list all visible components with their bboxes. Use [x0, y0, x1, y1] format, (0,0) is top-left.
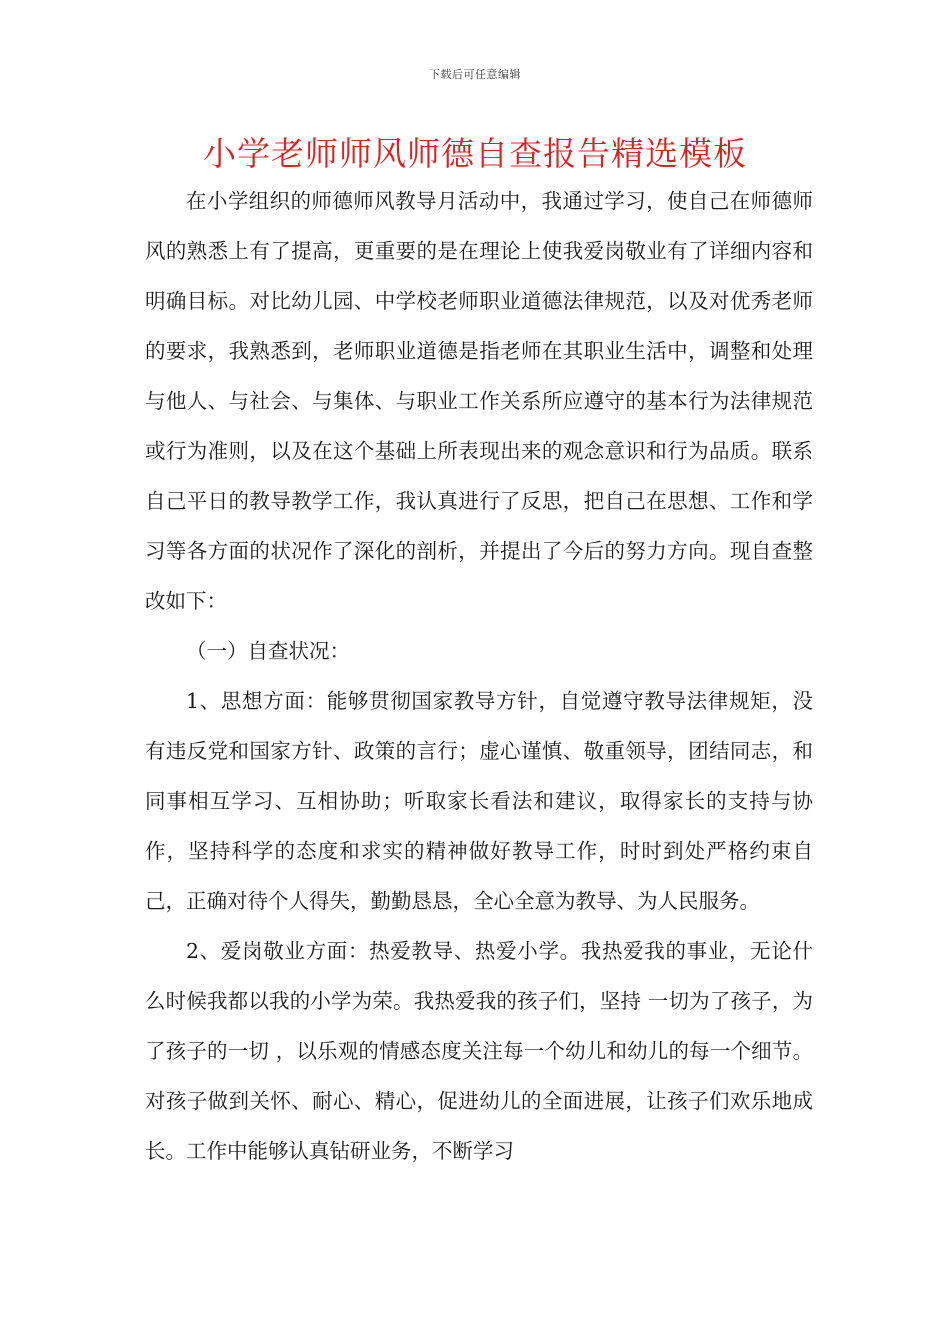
document-body	[145, 176, 813, 1176]
header-note: 下载后可任意编辑	[429, 68, 521, 81]
paragraph-thought: 1、思想方面：能够贯彻国家教导方针，自觉遵守教导法律规矩，没有违反党和国家方针、政策的言行；虚心谨慎、敬重领导，团结同志，和同事相互学习、互相协助；听取家长看法和建议，取得家长的支持与协作，坚持科学的态度和求实的精神做好教导工作，时时到处严格约束自己，正确对待个人得失，勤勤恳恳，全心全意为教导、为人民服务。	[145, 689, 813, 913]
paragraph-intro: 在小学组织的师德师风教导月活动中，我通过学习，使自己在师德师风的熟悉上有了提高，更重要的是在理论上使我爱岗敬业有了详细内容和明确目标。对比幼儿园、中学校老师职业道德法律规范，以及对优秀老师的要求，我熟悉到，老师职业道德是指老师在其职业生活中，调整和处理与他人、与社会、与集体、与职业工作关系所应遵守的基本行为法律规范或行为准则，以及在这个基础上所表现出来的观念意识和行为品质。联系自己平日的教导教学工作，我认真进行了反思，把自己在思想、工作和学习等各方面的状况作了深化的剖析，并提出了今后的努力方向。现自查整改如下：	[145, 189, 813, 613]
section-heading-self-check: （一）自查状况：	[186, 639, 350, 663]
paragraph-dedication: 2、爱岗敬业方面：热爱教导、热爱小学。我热爱我的事业，无论什么时候我都以我的小学为荣。我热爱我的孩子们，坚持 一切为了孩子，为了孩子的一切 ，以乐观的情感态度关注每一个幼儿和幼儿的每一个细节。对孩子做到关怀、耐心、精心，促进幼儿的全面进展，让孩子们欢乐地成长。工作中能够认真钻研业务，不断学习	[145, 939, 813, 1163]
document-title: 小学老师师风师德自查报告精选模板	[203, 134, 747, 173]
